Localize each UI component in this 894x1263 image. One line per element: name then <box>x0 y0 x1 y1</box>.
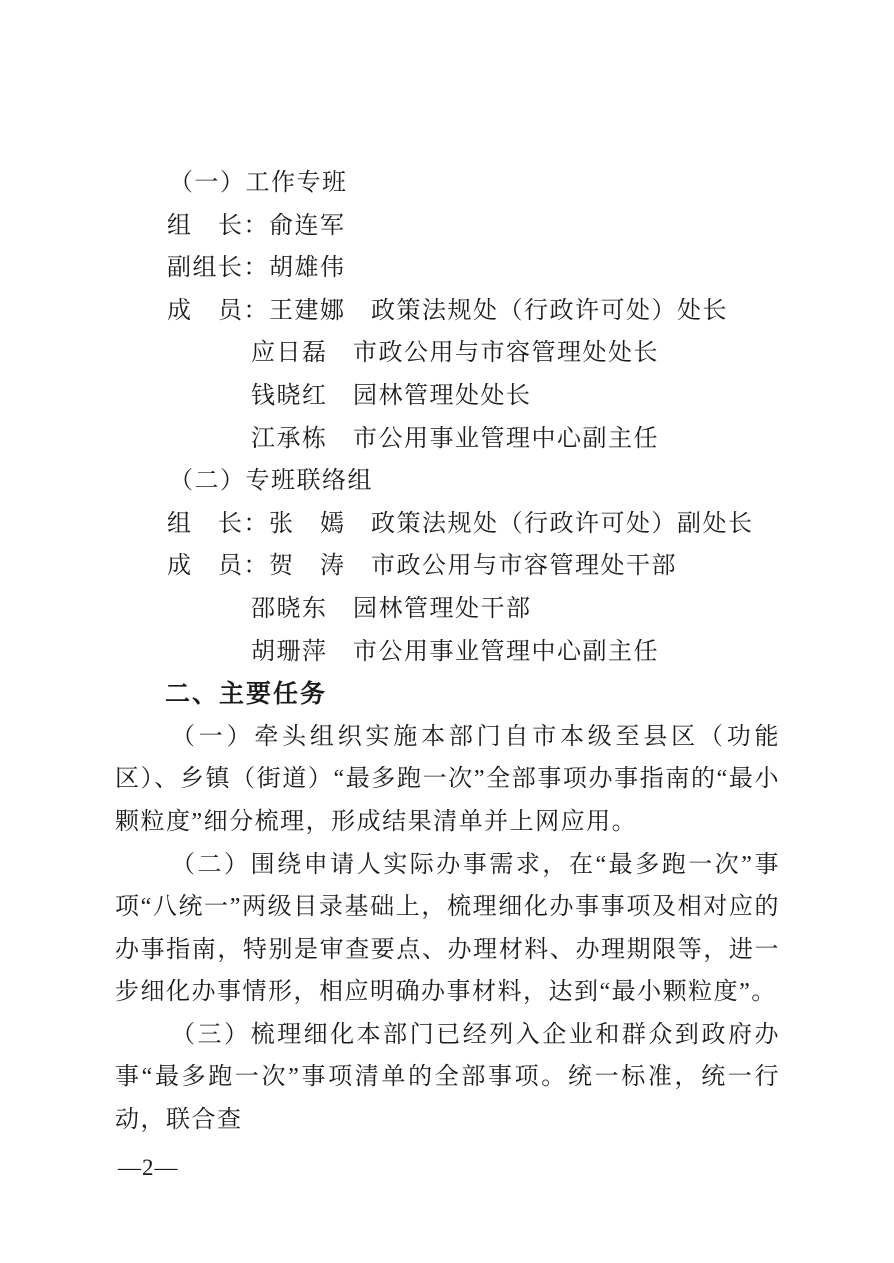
task-paragraph-2: （二）围绕申请人实际办事需求，在“最多跑一次”事项“八统一”两级目录基础上，梳理细化办事事项及相对应的办事指南，特别是审查要点、办理材料、办理期限等，进一步细化办事情形，相应明确办事材料，达到“最小颗粒度”。 <box>115 851 780 1006</box>
roster-line-member-1: 成 员：王建娜 政策法规处（行政许可处）处长 <box>167 297 728 324</box>
group-2-heading: （二）专班联络组 <box>169 468 373 495</box>
roster-line-liaison-leader: 组 长：张 嫣 政策法规处（行政许可处）副处长 <box>167 510 754 537</box>
task-paragraph-3: （三）梳理细化本部门已经列入企业和群众到政府办事“最多跑一次”事项清单的全部事项。统一标准，统一行动，联合查 <box>115 1021 780 1134</box>
roster-line-liaison-member-3: 胡珊萍 市公用事业管理中心副主任 <box>251 638 659 665</box>
roster-line-leader: 组 长：俞连军 <box>167 212 346 239</box>
tasks-section-title: 二、主要任务 <box>165 680 328 709</box>
document-body <box>115 162 780 1142</box>
task-paragraph-1: （一）牵头组织实施本部门自市本级至县区（功能区）、乡镇（街道）“最多跑一次”全部事项办事指南的“最小颗粒度”细分梳理，形成结果清单并上网应用。 <box>115 723 780 835</box>
roster-line-liaison-member-2: 邵晓东 园林管理处干部 <box>251 595 532 622</box>
group-1-heading: （一）工作专班 <box>169 170 348 196</box>
roster-line-liaison-member-1: 成 员：贺 涛 市政公用与市容管理处干部 <box>167 553 677 580</box>
roster-line-member-4: 江承栋 市公用事业管理中心副主任 <box>251 425 659 452</box>
roster-line-deputy-leader: 副组长：胡雄伟 <box>167 255 346 282</box>
roster-line-member-3: 钱晓红 园林管理处处长 <box>251 382 532 409</box>
roster-line-member-2: 应日磊 市政公用与市容管理处处长 <box>251 340 659 367</box>
page-number: —2— <box>118 1155 179 1180</box>
